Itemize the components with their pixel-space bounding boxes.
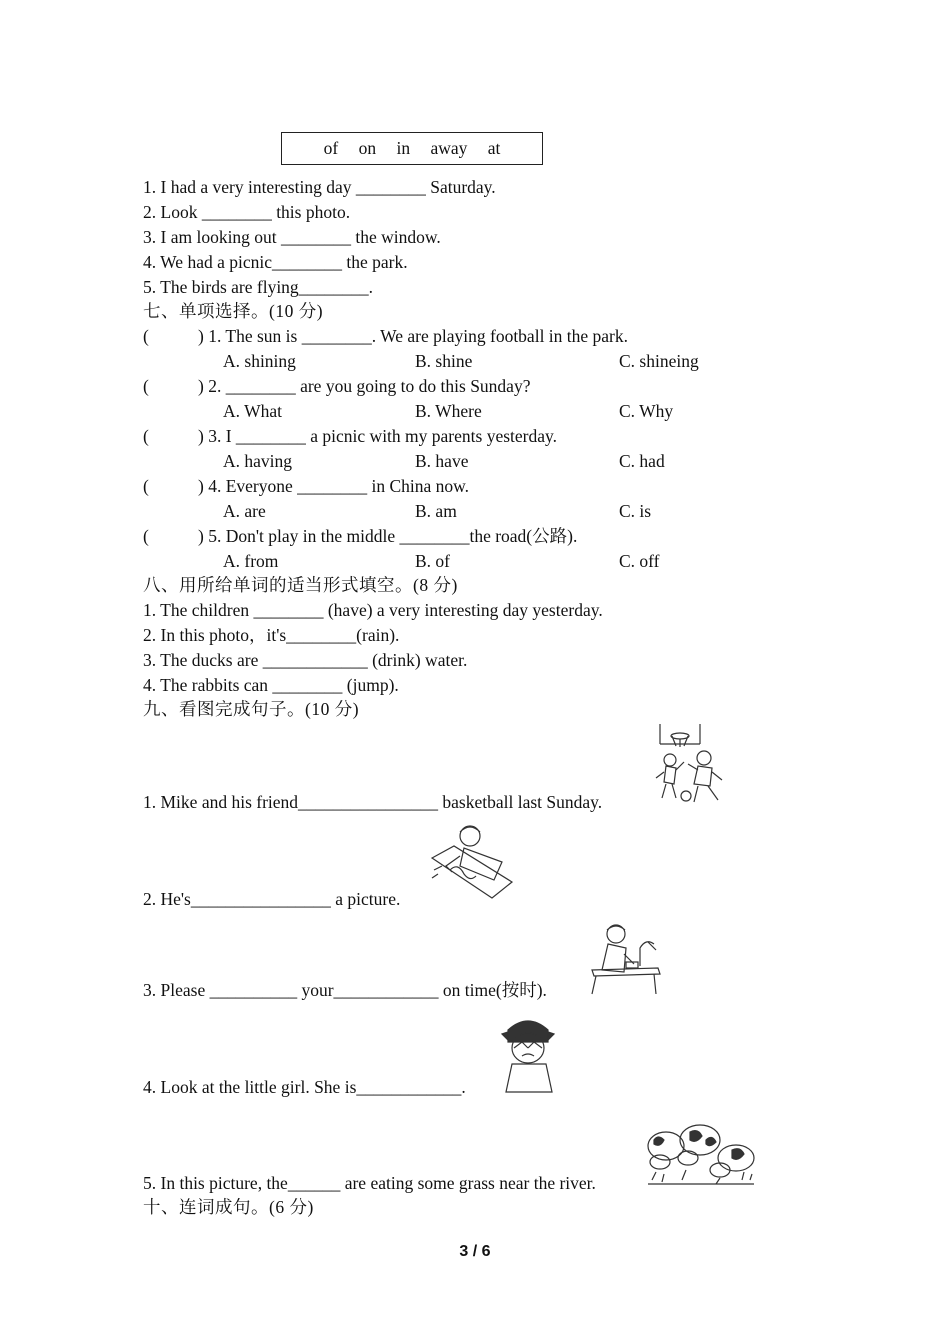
s8-item-4: 4. The rabbits can ________ (jump).	[143, 675, 399, 695]
s7-q1-option-c: C. shineing	[619, 351, 699, 371]
s6-item-3: 3. I am looking out ________ the window.	[143, 227, 441, 247]
s7-question-5	[143, 525, 577, 547]
s6-item-2: 2. Look ________ this photo.	[143, 202, 351, 222]
s7-question-2	[143, 375, 530, 397]
s9-item-5: 5. In this picture, the______ are eating some grass near the river.	[143, 1173, 596, 1193]
s7-q2-option-c: C. Why	[619, 401, 674, 421]
s7-q5-text: ) 5. Don't play in the middle ________the road(公路).	[198, 526, 578, 546]
answer-bracket: (	[143, 476, 149, 496]
answer-bracket: (	[143, 326, 149, 346]
s7-q3-text: ) 3. I ________ a picnic with my parents yesterday.	[198, 426, 557, 446]
s7-q4-option-c: C. is	[619, 501, 652, 521]
page-number: 3 / 6	[459, 1243, 491, 1260]
s7-question-1	[143, 325, 628, 347]
s7-q4-option-b: B. am	[415, 501, 457, 521]
crying-girl-icon	[498, 1018, 558, 1094]
s6-item-4: 4. We had a picnic________ the park.	[143, 252, 408, 272]
s7-q5-option-b: B. of	[415, 551, 450, 571]
homework-boy-icon	[588, 920, 662, 996]
s7-q3-option-b: B. have	[415, 451, 469, 471]
s7-q5-option-c: C. off	[619, 551, 660, 571]
s7-q3-option-a: A. having	[223, 451, 293, 471]
s7-q1-option-b: B. shine	[415, 351, 473, 371]
s8-item-2: 2. In this photo，it's________(rain).	[143, 625, 400, 645]
s7-q4-text: ) 4. Everyone ________ in China now.	[198, 476, 470, 496]
s7-q3-option-c: C. had	[619, 451, 665, 471]
s7-q4-option-a: A. are	[223, 501, 266, 521]
s7-question-3	[143, 425, 557, 447]
s9-item-4: 4. Look at the little girl. She is____________.	[143, 1077, 466, 1097]
section8-heading: 八、用所给单词的适当形式填空。(8 分)	[143, 575, 458, 595]
s8-item-3: 3. The ducks are ____________ (drink) water.	[143, 650, 468, 670]
basketball-kids-icon	[652, 722, 734, 810]
s6-item-5: 5. The birds are flying________.	[143, 277, 374, 297]
answer-bracket: (	[143, 426, 149, 446]
drawing-boy-icon	[430, 822, 514, 906]
cows-icon	[646, 1120, 758, 1190]
word-box: of on in away at	[281, 132, 543, 165]
s7-q1-option-a: A. shining	[223, 351, 296, 371]
s9-item-3: 3. Please __________ your____________ on time(按时).	[143, 980, 547, 1000]
section9-heading: 九、看图完成句子。(10 分)	[143, 699, 360, 719]
s7-q5-option-a: A. from	[223, 551, 279, 571]
s8-item-1: 1. The children ________ (have) a very interesting day yesterday.	[143, 600, 603, 620]
s7-q2-option-a: A. What	[223, 401, 282, 421]
s9-item-1: 1. Mike and his friend________________ basketball last Sunday.	[143, 792, 603, 812]
s7-q1-text: ) 1. The sun is ________. We are playing football in the park.	[198, 326, 629, 346]
s6-item-1: 1. I had a very interesting day ________ Saturday.	[143, 177, 496, 197]
section10-heading: 十、连词成句。(6 分)	[143, 1197, 314, 1217]
section7-heading: 七、单项选择。(10 分)	[143, 301, 324, 321]
s7-q2-option-b: B. Where	[415, 401, 482, 421]
answer-bracket: (	[143, 376, 149, 396]
s7-question-4	[143, 475, 469, 497]
s7-q2-text: ) 2. ________ are you going to do this Sunday?	[198, 376, 531, 396]
answer-bracket: (	[143, 526, 149, 546]
s9-item-2: 2. He's________________ a picture.	[143, 889, 401, 909]
